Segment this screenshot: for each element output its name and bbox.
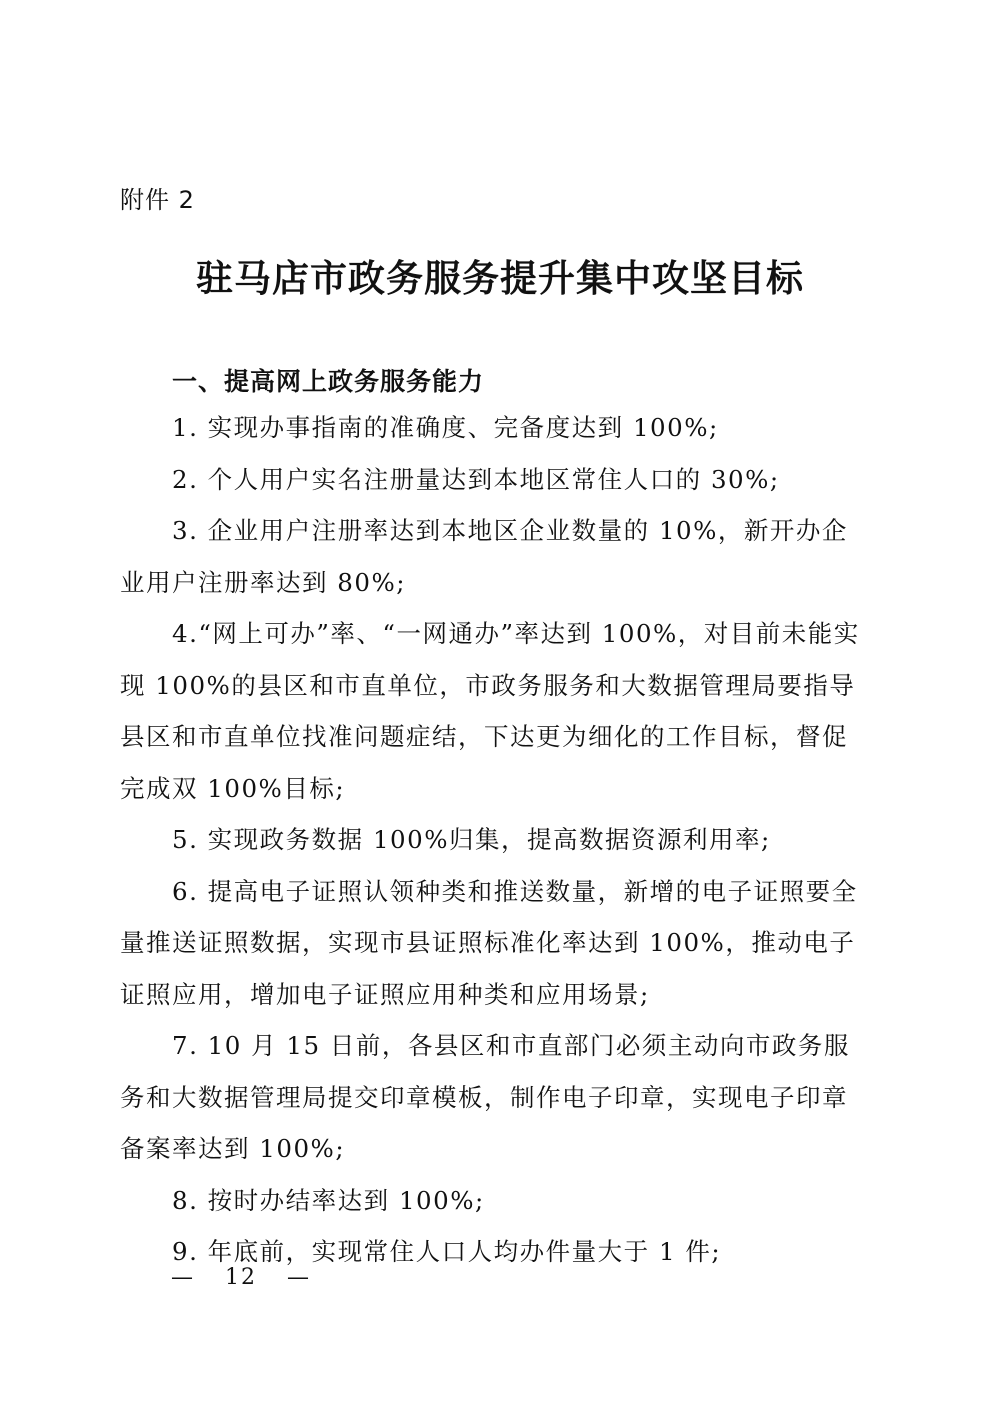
list-item-8: 8. 按时办结率达到 100%; [172,1185,485,1215]
page-number: 12 [225,1265,257,1290]
list-item-6: 6. 提高电子证照认领种类和推送数量，新增的电子证照要全量推送证照数据，实现市县证照标准化率达到 100%，推动电子证照应用，增加电子证照应用种类和应用场景; [120,876,858,1009]
list-item-1: 1. 实现办事指南的准确度、完备度达到 100%; [172,413,719,442]
list-item-9: 9. 年底前，实现常住人口人均办件量大于 1 件; [172,1237,722,1266]
list-item-4: 4.“网上可办”率、“一网通办”率达到 100%，对目前未能实现 100%的县区和市直单位，市政务服务和大数据管理局要指导县区和市直单位找准问题症结，下达更为细化的工作目标，督促完成双 100%目标; [120,619,860,803]
attachment-label: 附件 2 [120,186,195,214]
list-item-7: 7. 10 月 15 日前，各县区和市直部门必须主动向市政务服务和大数据管理局提交印章模板，制作电子印章，实现电子印章备案率达到 100%; [120,1031,850,1163]
page-footer [168,1265,314,1290]
section-heading: 一、提高网上政务服务能力 [172,367,485,396]
list-item-2: 2. 个人用户实名注册量达到本地区常住人口的 30%; [172,464,780,494]
footer-dash-right: — [287,1265,311,1290]
list-item-3: 3. 企业用户注册率达到本地区企业数量的 10%，新开办企业用户注册率达到 80%; [120,516,848,597]
section-body [120,402,870,1278]
footer-dash-left: — [171,1265,195,1290]
list-item-5: 5. 实现政务数据 100%归集，提高数据资源利用率; [172,825,771,854]
document-title: 驻马店市政务服务提升集中攻坚目标 [196,257,804,300]
